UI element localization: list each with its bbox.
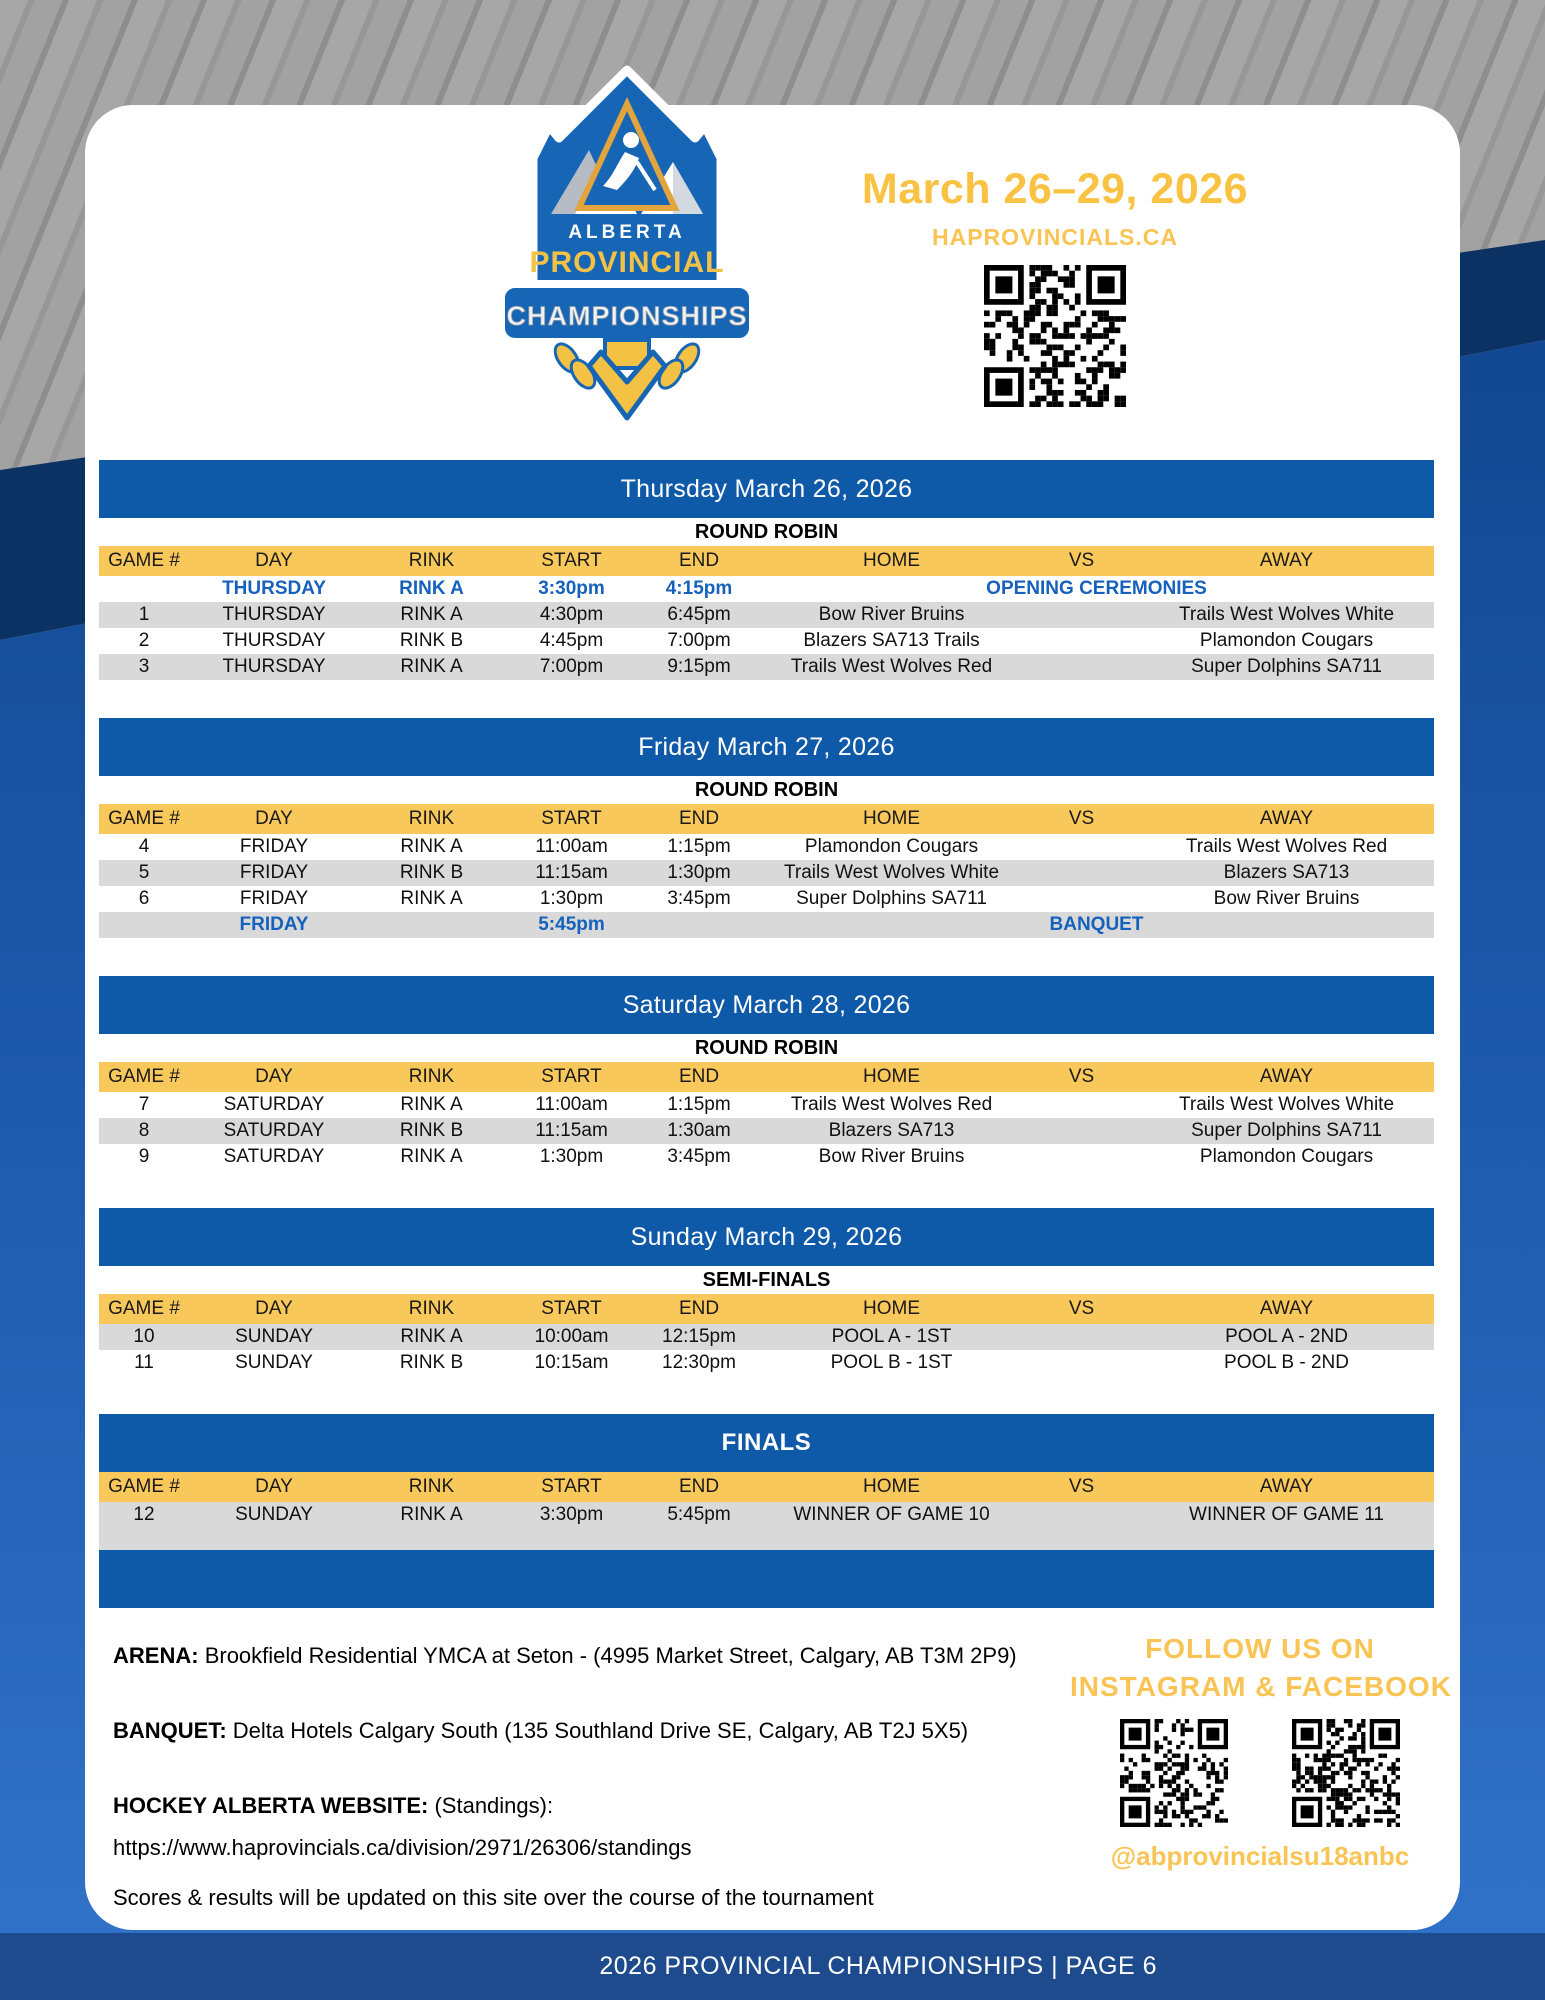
logo-championships-text: CHAMPIONSHIPS [506,301,748,331]
cell-end: 1:15pm [667,836,731,857]
cell-day: SATURDAY [223,1094,325,1115]
column-header: HOME [863,1066,920,1087]
banquet-line [113,1718,1053,1744]
column-header: HOME [863,1298,920,1319]
cell-vs [1024,886,1139,912]
cell-away: Plamondon Cougars [1199,1146,1374,1167]
column-header: VS [1068,1298,1095,1319]
facebook-qr-code-icon [1292,1719,1400,1827]
cell-day: THURSDAY [222,656,326,677]
cell-home: Blazers SA713 [828,1120,955,1141]
day-banner: Saturday March 28, 2026 [99,976,1434,1034]
column-header: RINK [408,550,455,571]
column-header: HOME [863,550,920,571]
cell-start: 5:45pm [538,914,605,935]
cell-vs [1024,1324,1139,1350]
round-label: ROUND ROBIN [694,779,839,801]
table-header-row [99,1472,1434,1502]
cell-vs [1024,860,1139,886]
column-header: AWAY [1259,550,1314,571]
cell-game: 3 [138,656,150,677]
social-block [1070,1633,1450,1872]
cell-game [99,576,189,602]
cell-rink: RINK A [400,1094,463,1115]
cell-vs [1024,602,1139,628]
game-row [99,860,1434,886]
cell-day: SUNDAY [235,1326,313,1347]
cell-game: 8 [138,1120,150,1141]
logo-alberta-text: ALBERTA [568,222,686,243]
column-header: AWAY [1259,1066,1314,1087]
logo-provincial-text: PROVINCIAL [529,246,725,279]
social-qr-row [1070,1719,1450,1827]
cell-end: 1:30pm [667,862,731,883]
cell-start: 3:30pm [539,1504,604,1525]
game-row [99,886,1434,912]
game-row [99,1144,1434,1170]
arena-text: Brookfield Residential YMCA at Seton - (4995 Market Street, Calgary, AB T3M 2P9) [204,1643,1017,1668]
info-block [113,1643,1053,1911]
cell-start: 3:30pm [538,578,605,599]
cell-end: 12:30pm [662,1352,736,1373]
cell-vs [1024,628,1139,654]
cell-start: 4:45pm [539,630,604,651]
cell-day: THURSDAY [222,578,326,599]
website-label: HOCKEY ALBERTA WEBSITE: [113,1793,429,1818]
cell-away: Trails West Wolves White [1178,1094,1395,1115]
cell-start: 1:30pm [539,1146,604,1167]
cell-vs [1024,1144,1139,1170]
column-header: VS [1068,808,1095,829]
cell-away: Trails West Wolves Red [1185,836,1388,857]
cell-end: 6:45pm [667,604,731,625]
cell-game: 6 [138,888,150,909]
arena-label: ARENA: [113,1643,199,1668]
event-label: OPENING CEREMONIES [986,578,1207,599]
column-header: DAY [255,550,293,571]
cell-away: Bow River Bruins [1213,888,1360,909]
cell-vs [1024,1350,1139,1376]
instagram-qr-code-icon [1120,1719,1228,1827]
cell-home: Trails West Wolves Red [790,656,993,677]
column-header: RINK [408,1298,455,1319]
cell-game: 5 [138,862,150,883]
schedule-section-thursday [99,460,1434,680]
cell-away: Super Dolphins SA711 [1191,656,1382,677]
column-header: AWAY [1259,808,1314,829]
cell-end: 7:00pm [667,630,731,651]
cell-day: SATURDAY [223,1146,325,1167]
cell-home: Bow River Bruins [818,1146,965,1167]
schedule-section-finals [99,1414,1434,1550]
column-header: DAY [255,1066,293,1087]
cell-game [99,912,189,938]
cell-day: SATURDAY [223,1120,325,1141]
cell-home: POOL A - 1ST [831,1326,952,1347]
event-row [99,912,1434,938]
cell-away: Trails West Wolves White [1178,604,1395,625]
standings-url[interactable]: https://www.haprovincials.ca/division/2971/26306/standings [113,1835,692,1860]
column-header: END [678,550,720,571]
scores-note: Scores & results will be updated on this site over the course of the tournament [113,1885,874,1910]
cell-day: SUNDAY [235,1352,313,1373]
cell-start: 11:15am [535,1120,608,1141]
cell-home: Trails West Wolves Red [790,1094,993,1115]
cell-vs [1024,834,1139,860]
column-header: HOME [863,1476,920,1497]
hockey-player-icon [623,132,639,148]
cell-rink: RINK B [399,630,464,651]
cell-day: FRIDAY [239,862,309,883]
cell-rink: RINK A [400,1326,463,1347]
column-header: END [678,1298,720,1319]
cell-start: 10:00am [534,1326,609,1347]
cell-rink: RINK A [400,1504,463,1525]
event-dates: March 26–29, 2026 [861,165,1249,213]
column-header: START [541,1066,602,1087]
cell-day: FRIDAY [239,914,309,935]
event-website: HAPROVINCIALS.CA [931,224,1178,250]
column-header: START [541,1298,602,1319]
cell-rink: RINK B [399,1352,464,1373]
cell-start: 4:30pm [539,604,604,625]
platforms-line: INSTAGRAM & FACEBOOK [1070,1671,1452,1702]
banquet-label: BANQUET: [113,1718,227,1743]
cell-day: THURSDAY [222,604,326,625]
footer-text: 2026 PROVINCIAL CHAMPIONSHIPS | PAGE 6 [599,1952,1157,1980]
empty-row [99,1528,1434,1550]
cell-game: 11 [134,1352,154,1373]
event-label: BANQUET [1049,914,1144,935]
game-row [99,1092,1434,1118]
cell-vs [1024,1502,1139,1528]
game-row [99,602,1434,628]
cell-end: 3:45pm [667,1146,731,1167]
cell-end: 12:15pm [662,1326,736,1347]
table-header-row [99,546,1434,576]
table-header-row [99,804,1434,834]
event-row [99,576,1434,602]
cell-game: 9 [138,1146,150,1167]
cell-day: FRIDAY [239,836,309,857]
game-row [99,628,1434,654]
page-footer [0,1933,1545,2000]
cell-vs [1024,1118,1139,1144]
cell-rink: RINK A [400,888,463,909]
cell-away: Super Dolphins SA711 [1191,1120,1382,1141]
cell-end: 1:15pm [667,1094,731,1115]
day-banner: Friday March 27, 2026 [99,718,1434,776]
tournament-logo [455,62,800,432]
game-row [99,1350,1434,1376]
header-right-block [820,165,1290,412]
cell-rink: RINK A [400,836,463,857]
header-qr-wrap [820,265,1290,412]
cell-game: 1 [138,604,150,625]
cell-start: 7:00pm [539,656,604,677]
cell-home: Blazers SA713 Trails [803,630,980,651]
cell-rink: RINK B [399,1120,464,1141]
table-header-row [99,1062,1434,1092]
cell-start: 10:15am [534,1352,609,1373]
cell-start: 1:30pm [539,888,604,909]
cell-end: 4:15pm [665,578,733,599]
cell-day: FRIDAY [239,888,309,909]
column-header: AWAY [1259,1298,1314,1319]
cell-game: 10 [133,1326,155,1347]
cell-rink: RINK A [399,578,464,599]
cell-rink: RINK A [400,656,463,677]
cell-game: 12 [133,1504,155,1525]
day-banner: FINALS [99,1414,1434,1472]
column-header: VS [1068,1066,1095,1087]
cell-home: Plamondon Cougars [804,836,979,857]
social-handle: @abprovincialsu18anbc [1110,1841,1410,1871]
cell-day: THURSDAY [222,630,326,651]
day-banner: Sunday March 29, 2026 [99,1208,1434,1266]
column-header: HOME [863,808,920,829]
cell-end [639,912,759,938]
column-header: RINK [408,808,455,829]
cell-day: SUNDAY [235,1504,313,1525]
column-header: START [541,550,602,571]
column-header: AWAY [1259,1476,1314,1497]
column-header: DAY [255,808,293,829]
cell-vs [1024,1092,1139,1118]
arena-line [113,1643,1053,1669]
cell-away: Blazers SA713 [1223,862,1350,883]
cell-rink: RINK A [400,604,463,625]
column-header: GAME # [108,808,180,829]
website-line [113,1793,1053,1819]
cell-end: 5:45pm [667,1504,731,1525]
column-header: VS [1068,1476,1095,1497]
schedule-section-friday [99,718,1434,938]
website-note: (Standings): [434,1793,554,1818]
cell-vs [1024,654,1139,680]
round-label: ROUND ROBIN [694,521,839,543]
schedule-section-saturday [99,976,1434,1170]
column-header: GAME # [108,1066,180,1087]
cell-end: 9:15pm [667,656,731,677]
game-row [99,834,1434,860]
table-header-row [99,1294,1434,1324]
cell-away: POOL A - 2ND [1225,1326,1348,1347]
column-header: START [541,1476,602,1497]
column-header: GAME # [108,550,180,571]
cell-rink [359,912,504,938]
cell-end: 3:45pm [667,888,731,909]
cell-rink: RINK A [400,1146,463,1167]
cell-home: POOL B - 1ST [830,1352,953,1373]
cell-away: Plamondon Cougars [1199,630,1374,651]
banquet-text: Delta Hotels Calgary South (135 Southland Drive SE, Calgary, AB T2J 5X5) [232,1718,969,1743]
game-row [99,654,1434,680]
game-row [99,1502,1434,1528]
schedule-sections [99,460,1434,1608]
column-header: DAY [255,1298,293,1319]
column-header: END [678,1066,720,1087]
column-header: GAME # [108,1476,180,1497]
column-header: VS [1068,550,1095,571]
cell-end: 1:30am [667,1120,731,1141]
cell-start: 11:00am [535,1094,608,1115]
column-header: END [678,808,720,829]
cell-game: 2 [138,630,150,651]
cell-home: Bow River Bruins [818,604,965,625]
column-header: START [541,808,602,829]
qr-code-icon [984,265,1126,407]
schedule-section-sunday [99,1208,1434,1376]
round-label: SEMI-FINALS [702,1269,831,1291]
cell-game: 7 [138,1094,150,1115]
cell-start: 11:00am [535,836,608,857]
cell-away: POOL B - 2ND [1224,1352,1349,1373]
round-label: ROUND ROBIN [694,1037,839,1059]
cell-home: Trails West Wolves White [783,862,1000,883]
day-banner: Thursday March 26, 2026 [99,460,1434,518]
game-row [99,1118,1434,1144]
divider-bar [99,1550,1434,1608]
cell-game: 4 [138,836,150,857]
column-header: RINK [408,1066,455,1087]
column-header: GAME # [108,1298,180,1319]
cell-start: 11:15am [535,862,608,883]
cell-home: WINNER OF GAME 10 [793,1504,990,1525]
follow-us-line: FOLLOW US ON [1145,1633,1375,1664]
cell-home: Super Dolphins SA711 [796,888,987,909]
column-header: RINK [408,1476,455,1497]
game-row [99,1324,1434,1350]
column-header: DAY [255,1476,293,1497]
column-header: END [678,1476,720,1497]
cell-rink: RINK B [399,862,464,883]
cell-away: WINNER OF GAME 11 [1189,1504,1384,1525]
